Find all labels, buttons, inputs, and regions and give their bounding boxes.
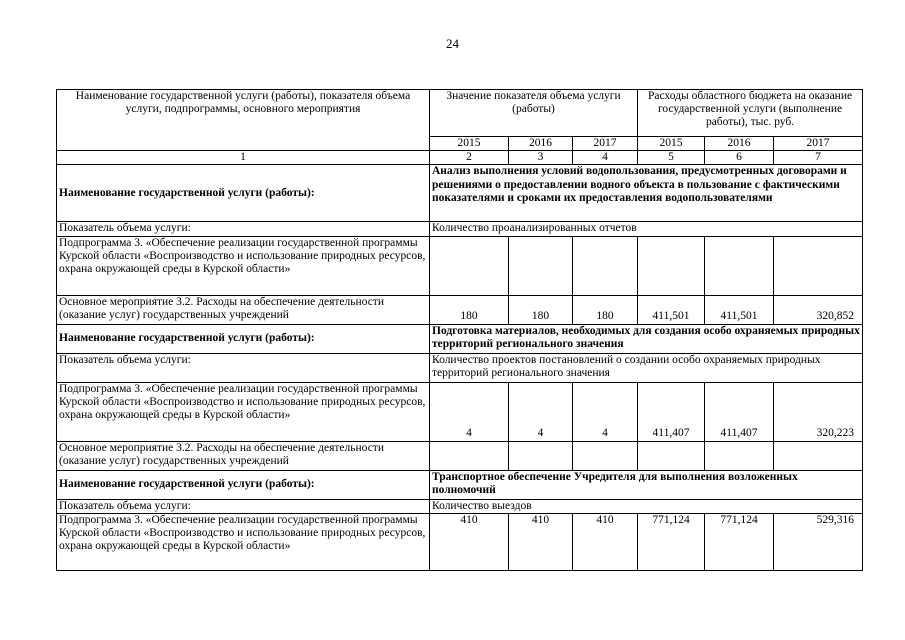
col-number-cell: 5 [638, 151, 705, 165]
service-label: Наименование государственной услуги (работы): [57, 324, 430, 353]
main-event-label: Основное мероприятие 3.2. Расходы на обеспечение деятельности (оказание услуг) государственных учреждений [57, 295, 430, 324]
budget-table [56, 89, 863, 571]
value-cell: 411,407 [638, 382, 705, 441]
column-numbers-row [57, 151, 863, 165]
main-event-label: Основное мероприятие 3.2. Расходы на обеспечение деятельности (оказание услуг) государственных учреждений [57, 441, 430, 470]
value-cell: 320,223 [774, 382, 863, 441]
service-name: Подготовка материалов, необходимых для создания особо охраняемых природных территорий регионального значения [430, 324, 863, 353]
service-row [57, 324, 863, 353]
value-cell: 411,407 [705, 382, 774, 441]
col-number-cell: 2 [430, 151, 509, 165]
value-cell: 410 [509, 513, 573, 570]
col-number-cell: 6 [705, 151, 774, 165]
year-cell: 2017 [774, 137, 863, 151]
col-number-cell: 4 [573, 151, 638, 165]
year-cell: 2016 [705, 137, 774, 151]
year-cell: 2015 [430, 137, 509, 151]
service-label: Наименование государственной услуги (работы): [57, 470, 430, 499]
col-number-cell: 7 [774, 151, 863, 165]
service-row [57, 470, 863, 499]
main-event-row [57, 441, 863, 470]
service-name: Транспортное обеспечение Учредителя для выполнения возложенных полномочий [430, 470, 863, 499]
service-name: Анализ выполнения условий водопользования, предусмотренных договорами и решениями о предоставлении водного объекта в пользование с фактическими показателями и сроками их предоставления водопользователями [430, 165, 863, 222]
value-cell: 411,501 [638, 295, 705, 324]
indicator-value: Количество проектов постановлений о создании особо охраняемых природных территорий регионального значения [430, 353, 863, 382]
value-cell: 4 [573, 382, 638, 441]
value-cell: 180 [509, 295, 573, 324]
header-name-cell: Наименование государственной услуги (работы), показателя объема услуги, подпрограммы, основного мероприятия [57, 90, 430, 151]
col-number-cell: 1 [57, 151, 430, 165]
value-cell: 410 [573, 513, 638, 570]
value-cell: 320,852 [774, 295, 863, 324]
page-number: 24 [446, 36, 459, 51]
value-cell: 180 [573, 295, 638, 324]
year-cell: 2017 [573, 137, 638, 151]
header-volume-cell: Значение показателя объема услуги (работы) [430, 90, 638, 137]
value-cell: 411,501 [705, 295, 774, 324]
subprogram-row [57, 513, 863, 570]
value-cell: 4 [509, 382, 573, 441]
value-cell: 410 [430, 513, 509, 570]
indicator-label: Показатель объема услуги: [57, 222, 430, 236]
year-cell: 2016 [509, 137, 573, 151]
indicator-label: Показатель объема услуги: [57, 353, 430, 382]
indicator-row [57, 499, 863, 513]
main-event-row [57, 295, 863, 324]
value-cell: 180 [430, 295, 509, 324]
value-cell: 529,316 [774, 513, 863, 570]
indicator-row [57, 353, 863, 382]
service-row [57, 165, 863, 222]
header-row [57, 90, 863, 137]
value-cell: 771,124 [705, 513, 774, 570]
subprogram-row [57, 236, 863, 295]
value-cell: 771,124 [638, 513, 705, 570]
year-cell: 2015 [638, 137, 705, 151]
indicator-label: Показатель объема услуги: [57, 499, 430, 513]
service-label: Наименование государственной услуги (работы): [57, 165, 430, 222]
indicator-row [57, 222, 863, 236]
indicator-value: Количество проанализированных отчетов [430, 222, 863, 236]
value-cell: 4 [430, 382, 509, 441]
subprogram-label: Подпрограмма 3. «Обеспечение реализации государственной программы Курской области «Воспроизводство и использование природных ресурсов, охрана окружающей среды в Курской области» [57, 382, 430, 441]
col-number-cell: 3 [509, 151, 573, 165]
subprogram-label: Подпрограмма 3. «Обеспечение реализации государственной программы Курской области «Воспроизводство и использование природных ресурсов, охрана окружающей среды в Курской области» [57, 236, 430, 295]
subprogram-row [57, 382, 863, 441]
subprogram-label: Подпрограмма 3. «Обеспечение реализации государственной программы Курской области «Воспроизводство и использование природных ресурсов, охрана окружающей среды в Курской области» [57, 513, 430, 570]
header-budget-cell: Расходы областного бюджета на оказание государственной услуги (выполнение работы), тыс. руб. [638, 90, 863, 137]
indicator-value: Количество выездов [430, 499, 863, 513]
